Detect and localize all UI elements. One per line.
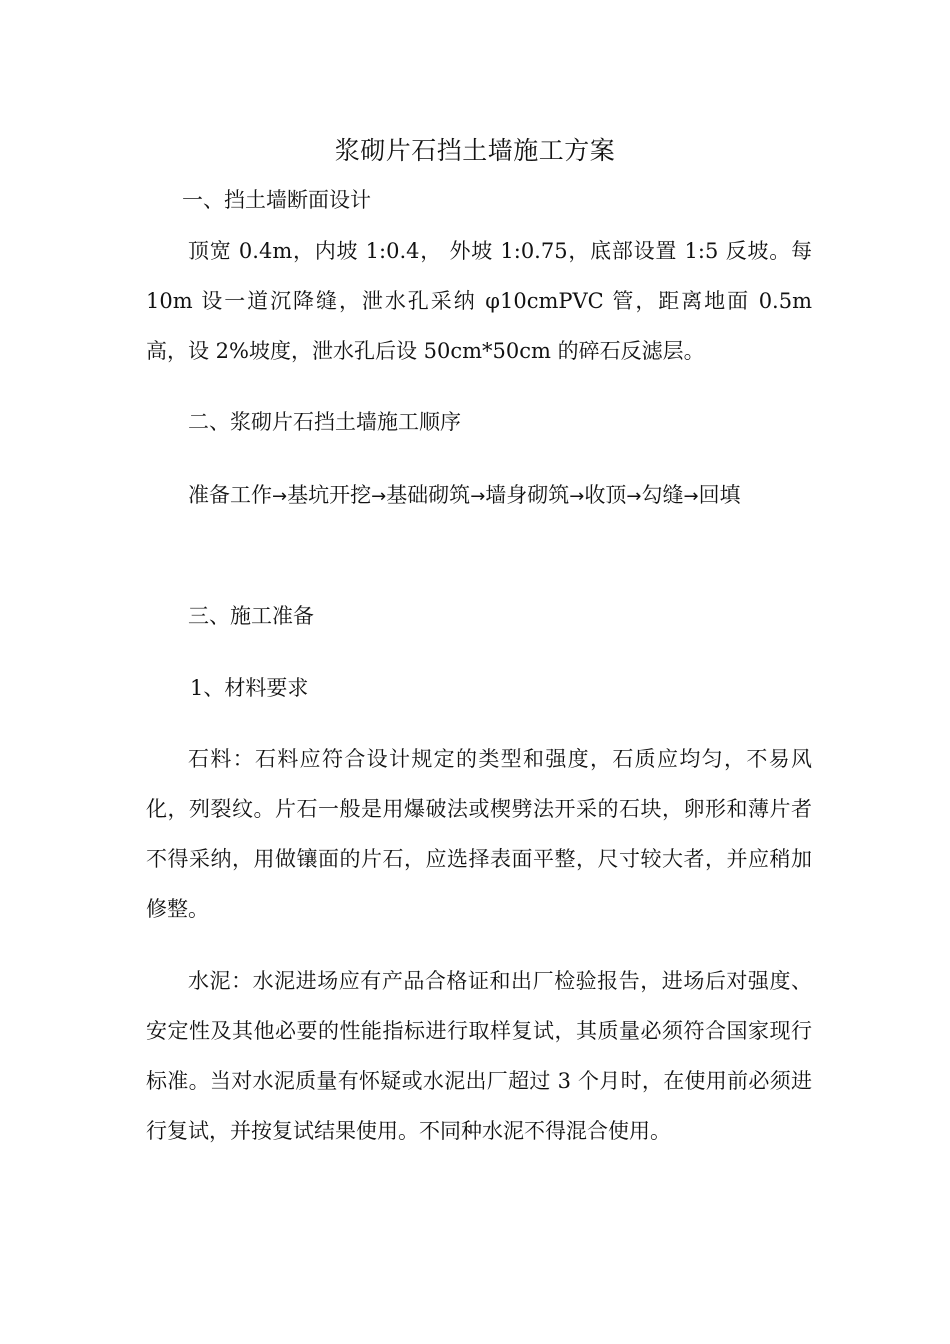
arrow-icon: → (272, 486, 288, 507)
document-title: 浆砌片石挡土墙施工方案 (334, 136, 616, 165)
step-7: 回填 (698, 483, 741, 507)
arrow-icon: → (626, 486, 642, 507)
step-3: 基础砌筑 (386, 483, 471, 507)
section-1-paragraph: 顶宽 0.4m，内坡 1:0.4， 外坡 1:0.75，底部设置 1:5 反坡。每 10m 设一道沉降缝，泄水孔采纳 φ10cmPVC 管，距离地面 0.5m 高，设 2%坡度，泄水孔后设 50cm*50cm 的碎石反滤层。 (146, 239, 812, 363)
section-heading-1: 一、挡土墙断面设计 (182, 188, 371, 212)
construction-sequence (146, 470, 812, 522)
step-5: 收顶 (584, 483, 627, 507)
step-2: 基坑开挖 (287, 483, 372, 507)
subsection-heading-materials: 1、材料要求 (190, 676, 309, 700)
step-6: 勾缝 (641, 483, 684, 507)
cement-paragraph: 水泥：水泥进场应有产品合格证和出厂检验报告，进场后对强度、安定性及其他必要的性能指标进行取样复试，其质量必须符合国家现行标准。当对水泥质量有怀疑或水泥出厂超过 3 个月时，在使用前必须进行复试，并按复试结果使用。不同种水泥不得混合使用。 (146, 969, 812, 1143)
section-heading-3: 三、施工准备 (188, 604, 314, 628)
arrow-icon: → (569, 486, 585, 507)
arrow-icon: → (470, 486, 486, 507)
step-1: 准备工作 (188, 483, 272, 507)
section-heading-2: 二、浆砌片石挡土墙施工顺序 (188, 410, 461, 434)
step-4: 墙身砌筑 (485, 483, 570, 507)
arrow-icon: → (371, 486, 387, 507)
stone-paragraph: 石料：石料应符合设计规定的类型和强度，石质应均匀，不易风化，列裂纹。片石一般是用爆破法或楔劈法开采的石块，卵形和薄片者不得采纳，用做镶面的片石，应选择表面平整，尺寸较大者，并应稍加修整。 (146, 747, 812, 921)
arrow-icon: → (683, 486, 699, 507)
